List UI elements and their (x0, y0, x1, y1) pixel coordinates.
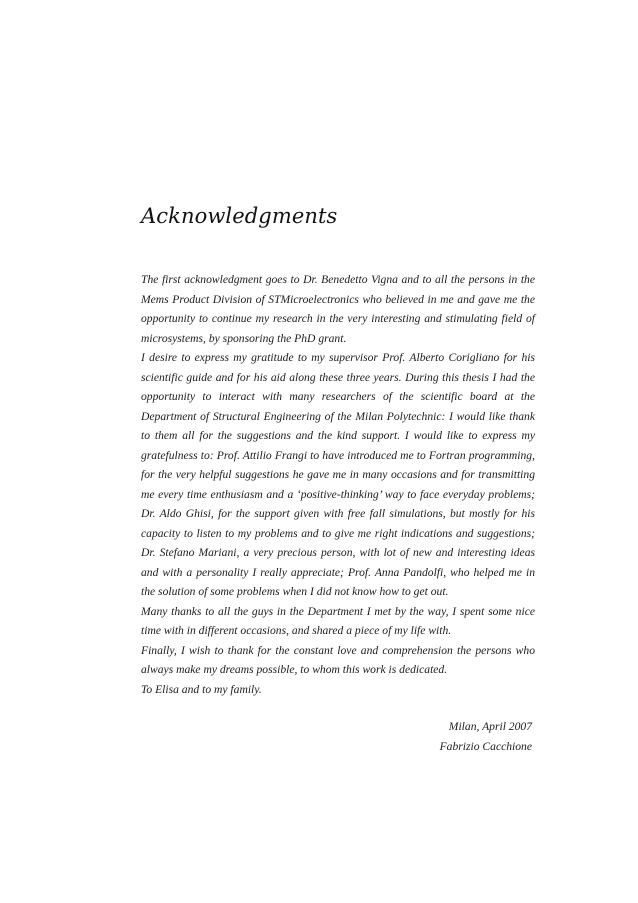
paragraph-family-thanks: Finally, I wish to thank for the constant love and comprehension the persons who always make my dreams possible, to whom this work is dedicated. (141, 643, 535, 676)
dedication: To Elisa and to my family. (141, 682, 262, 696)
author-name: Fabrizio Cacchione (439, 739, 532, 753)
acknowledgments-section (141, 202, 535, 756)
paragraph-first-acknowledgment: The first acknowledgment goes to Dr. Benedetto Vigna and to all the persons in the Mems Product Division of STMicroelectronics who believed in me and gave me the opportunity to continue my research in the very interesting and stimulating field of microsystems, by sponsoring the PhD grant. (141, 273, 535, 345)
acknowledgments-body (141, 270, 535, 699)
paragraph-department-thanks: Many thanks to all the guys in the Department I met by the way, I spent some nice time with in different occasions, and shared a piece of my life with. (141, 604, 535, 637)
paragraph-supervisor-gratitude: I desire to express my gratitude to my supervisor Prof. Alberto Corigliano for his scientific guide and for his aid along these three years. During this thesis I had the opportunity to interact with many researchers of the scientific board at the Department of Structural Engineering of the Milan Polytechnic: I would like thank to them all for the suggestions and the kind support. I would like to express my gratefulness to: Prof. Attilio Frangi to have introduced me to Fortran programming, for the very helpful suggestions he gave me in many occasions and for transmitting me every time enthusiasm and a ‘positive-thinking’ way to face everyday problems; Dr. Aldo Ghisi, for the support given with free fall simulations, but mostly for his capacity to listen to my problems and to give me right indications and suggestions; Dr. Stefano Mariani, a very precious person, with lot of new and interesting ideas and with a personality I really appreciate; Prof. Anna Pandolfi, who helped me in the solution of some problems when I did not know how to get out. (141, 351, 535, 598)
signature-block (141, 717, 535, 756)
place-date: Milan, April 2007 (448, 720, 532, 733)
page-title: Acknowledgments (141, 204, 338, 228)
